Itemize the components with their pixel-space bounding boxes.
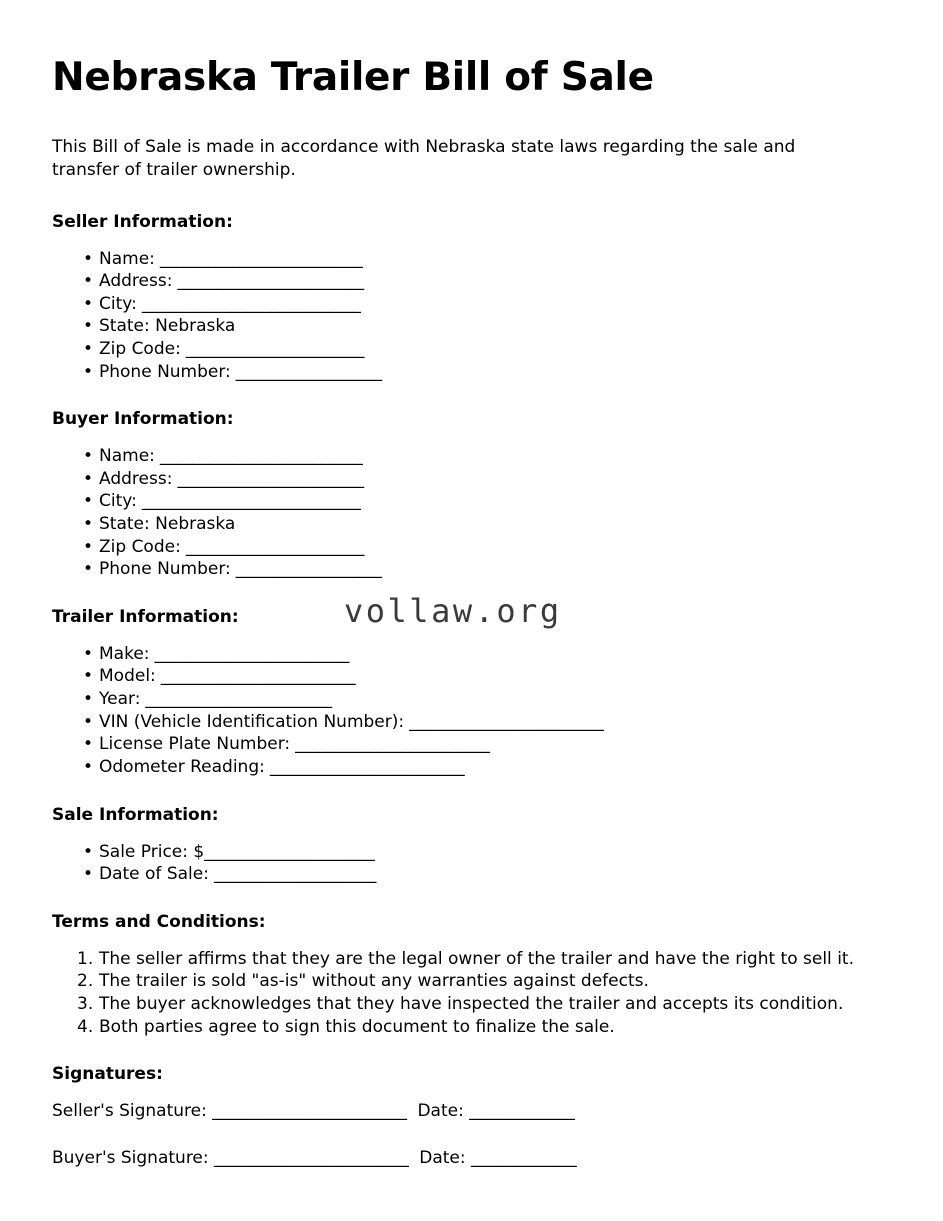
field-row [52,688,891,711]
field-blank-line[interactable]: ________________________ [264,756,465,777]
signatures-section-heading: Signatures: [52,1064,163,1085]
date-blank-line[interactable]: _____________ [469,1101,575,1122]
field-blank-line[interactable]: __________________ [230,559,382,580]
date-label: Date: [406,1101,470,1122]
field-blank-line[interactable]: _______________________ [172,468,364,489]
field-label: Model: [99,666,156,687]
terms-list [52,948,891,1038]
site-watermark: vollaw.org [344,592,562,630]
sale-section-heading: Sale Information: [52,804,219,825]
signatures-section [52,1064,891,1169]
signature-lines [52,1100,891,1169]
field-blank-line[interactable]: _______________________ [140,689,332,710]
field-blank-line[interactable]: _____________________ [204,841,375,862]
field-blank-line[interactable]: ______________________ [180,338,365,359]
field-label: State: [99,316,150,337]
field-label: License Plate Number: [99,734,291,755]
field-row [52,756,891,779]
field-label: Make: [99,643,150,664]
field-row [52,361,891,384]
terms-list-item: The seller affirms that they are the legal owner of the trailer and have the right to sell it. [99,948,854,969]
field-label: Year: [99,689,141,710]
field-blank-line[interactable]: _________________________ [154,446,363,467]
field-blank-line[interactable]: ________________________ [404,711,604,732]
field-blank-line[interactable]: ________________________ [155,666,356,687]
field-label: VIN (Vehicle Identification Number): [99,711,405,732]
trailer-section-heading: Trailer Information: [52,606,239,627]
field-row [52,665,891,688]
signature-label: Seller's Signature: [52,1101,213,1122]
terms-section-heading: Terms and Conditions: [52,911,266,932]
field-row [52,863,891,886]
signature-blank-line[interactable]: ________________________ [212,1101,407,1122]
field-label: Date of Sale: [99,864,209,885]
field-label: Phone Number: [99,361,231,382]
field-row [52,490,891,513]
field-row [52,536,891,559]
field-row [52,293,891,316]
field-row [52,841,891,864]
terms-list-item: The trailer is sold "as-is" without any warranties against defects. [99,971,649,992]
intro-paragraph: This Bill of Sale is made in accordance with Nebraska state laws regarding the sale and transfer of trailer ownership. [52,136,796,180]
field-row [52,711,891,734]
signature-row [52,1100,891,1123]
field-row [52,558,891,581]
field-blank-line[interactable]: ___________________________ [136,293,361,314]
signature-row [52,1147,891,1170]
field-label: City: [99,293,137,314]
field-row [52,513,891,536]
signature-blank-line[interactable]: ________________________ [214,1147,409,1168]
field-label: Sale Price: $ [99,841,205,862]
buyer-section-heading: Buyer Information: [52,409,234,430]
field-row [52,733,891,756]
field-blank-line[interactable]: _______________________ [172,271,364,292]
field-blank-line[interactable]: ________________________ [290,734,490,755]
field-row [52,445,891,468]
trailer-fields-list [52,643,891,779]
seller-information-section [52,212,891,384]
field-label: Phone Number: [99,559,231,580]
terms-list-item: Both parties agree to sign this document to finalize the sale. [99,1016,615,1037]
field-label: State: [99,514,150,535]
field-label: Zip Code: [99,536,181,557]
field-blank-line[interactable]: __________________ [230,361,382,382]
field-label: Address: [99,271,173,292]
field-label: Odometer Reading: [99,756,265,777]
field-label: Name: [99,248,155,269]
field-blank-line[interactable]: ________________________ [149,643,349,664]
sale-fields-list [52,841,891,886]
field-label: Address: [99,468,173,489]
date-blank-line[interactable]: _____________ [471,1147,577,1168]
field-blank-line[interactable]: ___________________________ [136,491,361,512]
field-label: Zip Code: [99,338,181,359]
field-blank-line[interactable]: ______________________ [180,536,365,557]
trailer-information-section [52,607,891,779]
field-value: Nebraska [149,514,236,535]
field-value: Nebraska [149,316,236,337]
field-blank-line[interactable]: _________________________ [154,248,363,269]
buyer-information-section [52,409,891,581]
seller-section-heading: Seller Information: [52,211,233,232]
field-row [52,270,891,293]
field-label: Name: [99,446,155,467]
field-row [52,338,891,361]
field-row [52,468,891,491]
field-row [52,315,891,338]
signature-label: Buyer's Signature: [52,1147,215,1168]
field-row [52,643,891,666]
sale-information-section [52,805,891,886]
seller-fields-list [52,248,891,384]
date-label: Date: [408,1147,472,1168]
terms-list-item: The buyer acknowledges that they have inspected the trailer and accepts its condition. [99,993,844,1014]
buyer-fields-list [52,445,891,581]
field-label: City: [99,491,137,512]
field-row [52,248,891,271]
field-blank-line[interactable]: ____________________ [208,864,376,885]
page-title: Nebraska Trailer Bill of Sale [52,55,654,100]
terms-and-conditions-section [52,912,891,1038]
